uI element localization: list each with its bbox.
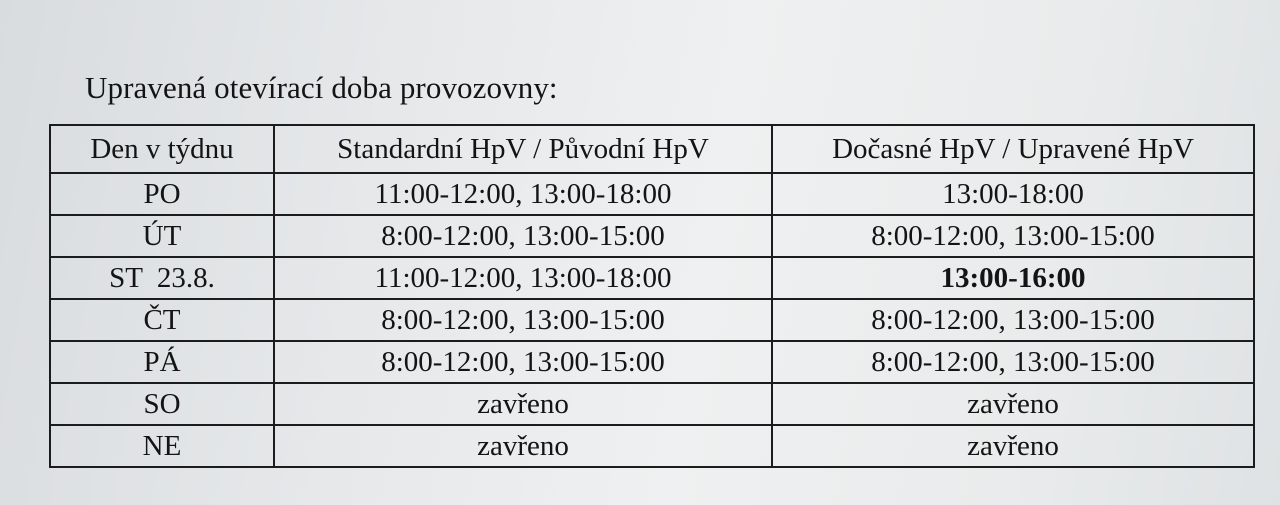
standard-hours-cell: 8:00-12:00, 13:00-15:00	[274, 215, 772, 257]
temporary-hours-cell: 8:00-12:00, 13:00-15:00	[772, 215, 1254, 257]
table-row	[50, 383, 1254, 425]
table-row	[50, 257, 1254, 299]
standard-hours-cell: zavřeno	[274, 383, 772, 425]
column-header-standard-hours: Standardní HpV / Původní HpV	[274, 125, 772, 173]
day-cell: PO	[50, 173, 274, 215]
table-row	[50, 425, 1254, 467]
temporary-hours-cell: 8:00-12:00, 13:00-15:00	[772, 299, 1254, 341]
day-cell: ÚT	[50, 215, 274, 257]
day-cell: PÁ	[50, 341, 274, 383]
temporary-hours-cell: zavřeno	[772, 383, 1254, 425]
standard-hours-cell: 11:00-12:00, 13:00-18:00	[274, 257, 772, 299]
temporary-hours-cell: 13:00-18:00	[772, 173, 1254, 215]
day-cell: NE	[50, 425, 274, 467]
table-header-row	[50, 125, 1254, 173]
standard-hours-cell: zavřeno	[274, 425, 772, 467]
page-heading: Upravená otevírací doba provozovny:	[85, 70, 558, 105]
table-row	[50, 299, 1254, 341]
standard-hours-cell: 11:00-12:00, 13:00-18:00	[274, 173, 772, 215]
opening-hours-table	[49, 124, 1255, 468]
temporary-hours-cell: zavřeno	[772, 425, 1254, 467]
temporary-hours-cell: 8:00-12:00, 13:00-15:00	[772, 341, 1254, 383]
table-row	[50, 215, 1254, 257]
temporary-hours-cell-highlighted: 13:00-16:00	[772, 257, 1254, 299]
table-row	[50, 341, 1254, 383]
day-cell: ST 23.8.	[50, 257, 274, 299]
table-row	[50, 173, 1254, 215]
standard-hours-cell: 8:00-12:00, 13:00-15:00	[274, 299, 772, 341]
day-cell: ČT	[50, 299, 274, 341]
column-header-day: Den v týdnu	[50, 125, 274, 173]
standard-hours-cell: 8:00-12:00, 13:00-15:00	[274, 341, 772, 383]
column-header-temporary-hours: Dočasné HpV / Upravené HpV	[772, 125, 1254, 173]
day-cell: SO	[50, 383, 274, 425]
